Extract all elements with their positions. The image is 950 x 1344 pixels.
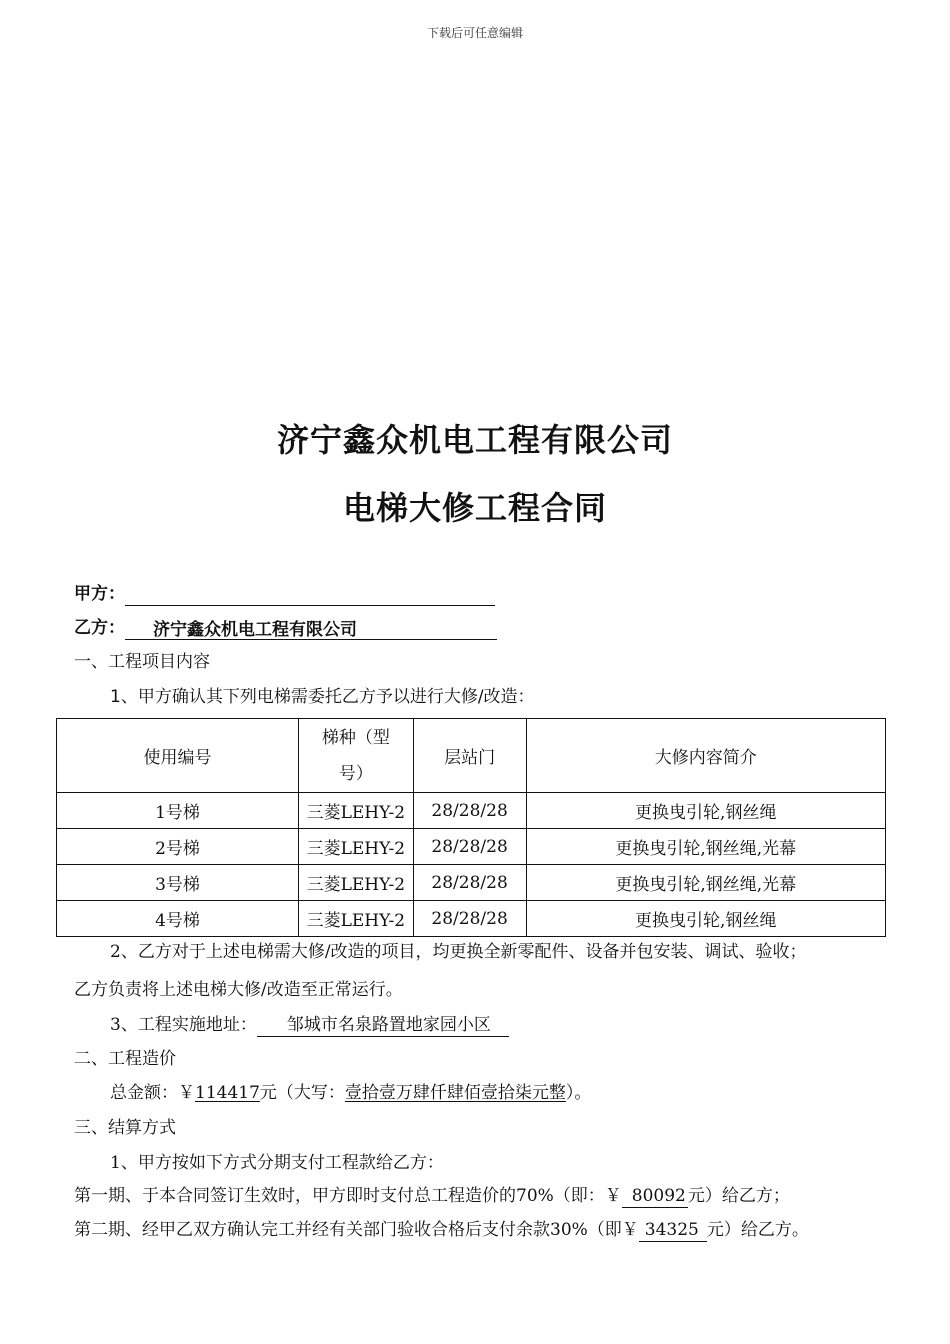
header-scope: 大修内容简介 — [526, 719, 885, 793]
cell-id: 3号梯 — [57, 865, 299, 901]
party-b-line — [74, 616, 497, 640]
party-a-line — [74, 582, 495, 606]
section1-item1: 1、甲方确认其下列电梯需委托乙方予以进行大修/改造： — [110, 687, 535, 707]
address-line — [110, 1013, 509, 1037]
total-words: 壹拾壹万肆仟肆佰壹拾柒元整 — [344, 1083, 566, 1103]
phase1-amount: 80092 — [622, 1185, 688, 1208]
header-floors: 层站门 — [413, 719, 526, 793]
section3-item1: 1、甲方按如下方式分期支付工程款给乙方： — [110, 1153, 444, 1173]
cell-model: 三菱LEHY-2 — [298, 865, 413, 901]
cell-model: 三菱LEHY-2 — [298, 901, 413, 937]
company-title: 济宁鑫众机电工程有限公司 — [276, 421, 673, 459]
party-a-field — [125, 583, 495, 606]
section1-item2-line2: 乙方负责将上述电梯大修/改造至正常运行。 — [74, 980, 403, 1000]
table-row — [57, 865, 886, 901]
cell-model: 三菱LEHY-2 — [298, 793, 413, 829]
total-amount: 114417 — [195, 1083, 260, 1103]
contract-title: 电梯大修工程合同 — [342, 489, 607, 527]
cell-id: 2号梯 — [57, 829, 299, 865]
total-prefix: 总金额：￥ — [110, 1083, 195, 1103]
cell-scope: 更换曳引轮,钢丝绳 — [526, 901, 885, 937]
phase2-line — [74, 1218, 809, 1242]
address-label: 3、工程实施地址： — [110, 1015, 257, 1035]
cell-scope: 更换曳引轮,钢丝绳 — [526, 793, 885, 829]
table-row — [57, 901, 886, 937]
cell-model: 三菱LEHY-2 — [298, 829, 413, 865]
cell-id: 1号梯 — [57, 793, 299, 829]
cell-scope: 更换曳引轮,钢丝绳,光幕 — [526, 865, 885, 901]
section2-heading: 二、工程造价 — [74, 1049, 176, 1069]
phase1-suffix: 元）给乙方； — [687, 1186, 790, 1206]
phase2-suffix: 元）给乙方。 — [706, 1220, 809, 1240]
cell-id: 4号梯 — [57, 901, 299, 937]
header-model-line1: 梯种（型 — [321, 727, 390, 748]
cell-floors: 28/28/28 — [413, 829, 526, 865]
section3-heading: 三、结算方式 — [74, 1118, 176, 1138]
phase2-prefix: 第二期、经甲乙双方确认完工并经有关部门验收合格后支付余款30%（即￥ — [74, 1220, 639, 1240]
total-suffix: ）。 — [565, 1083, 592, 1103]
cell-floors: 28/28/28 — [413, 865, 526, 901]
header-note: 下载后可任意编辑 — [426, 26, 523, 40]
table-row — [57, 829, 886, 865]
header-model — [298, 719, 413, 793]
section1-heading: 一、工程项目内容 — [74, 652, 210, 672]
party-b-label: 乙方： — [74, 618, 125, 638]
address-value: 邹城市名泉路置地家园小区 — [257, 1014, 509, 1037]
table-row — [57, 793, 886, 829]
phase1-prefix: 第一期、于本合同签订生效时，甲方即时支付总工程造价的70%（即：￥ — [74, 1186, 622, 1206]
cell-floors: 28/28/28 — [413, 793, 526, 829]
header-id: 使用编号 — [57, 719, 299, 793]
party-b-field: 济宁鑫众机电工程有限公司 — [125, 618, 497, 640]
phase1-line — [74, 1184, 790, 1208]
elevator-table — [56, 718, 886, 937]
party-a-label: 甲方： — [74, 584, 125, 604]
cell-floors: 28/28/28 — [413, 901, 526, 937]
table-header-row — [57, 719, 886, 793]
header-model-line2: 号） — [338, 763, 373, 784]
total-amount-line — [110, 1081, 591, 1105]
phase2-amount: 34325 — [639, 1219, 707, 1242]
cell-scope: 更换曳引轮,钢丝绳,光幕 — [526, 829, 885, 865]
total-mid: 元（大写： — [259, 1083, 345, 1103]
section1-item2-line1: 2、乙方对于上述电梯需大修/改造的项目，均更换全新零配件、设备并包安装、调试、验收； — [110, 942, 807, 962]
